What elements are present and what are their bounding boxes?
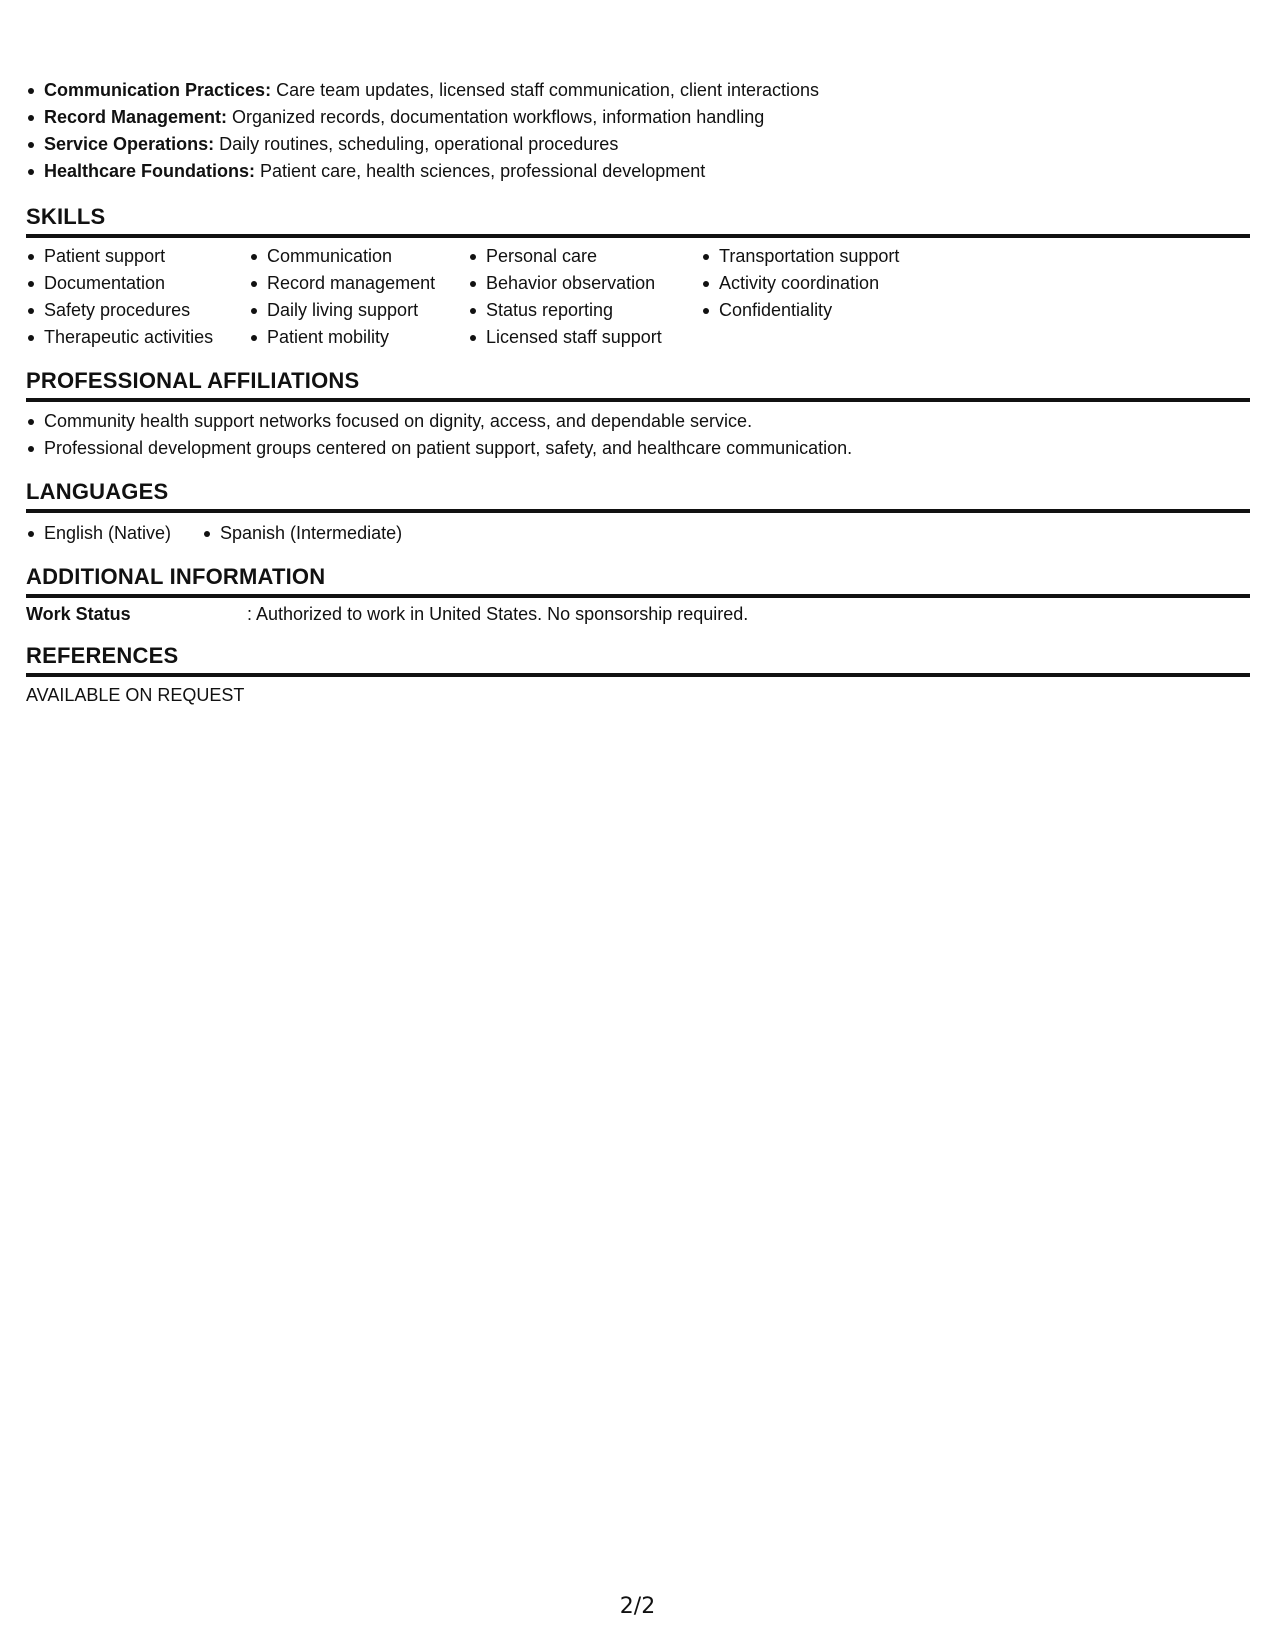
affiliations-heading: PROFESSIONAL AFFILIATIONS: [26, 368, 1250, 402]
work-status-row: [26, 601, 748, 628]
skill-item: Personal care: [468, 243, 701, 270]
skill-item: Transportation support: [701, 243, 961, 270]
languages-heading: LANGUAGES: [26, 479, 1250, 513]
skills-column: [468, 243, 701, 351]
skill-item: Patient mobility: [249, 324, 468, 351]
skills-grid: [26, 243, 961, 351]
skill-item: Daily living support: [249, 297, 468, 324]
skills-heading: SKILLS: [26, 204, 1250, 238]
focus-area-label: Service Operations:: [44, 134, 215, 154]
skill-item: Record management: [249, 270, 468, 297]
list-item: Professional development groups centered on patient support, safety, and healthcare communication.: [26, 435, 852, 462]
skill-item: Behavior observation: [468, 270, 701, 297]
skill-item: Status reporting: [468, 297, 701, 324]
focus-area-text: Organized records, documentation workflows, information handling: [227, 107, 765, 127]
list-item: Community health support networks focused on dignity, access, and dependable service.: [26, 408, 852, 435]
focus-area-text: Patient care, health sciences, professional development: [255, 161, 706, 181]
list-item: [26, 158, 819, 185]
skill-item: Licensed staff support: [468, 324, 701, 351]
work-status-value: : Authorized to work in United States. No sponsorship required.: [247, 604, 749, 624]
work-status-label: Work Status: [26, 604, 131, 624]
skills-column: [701, 243, 961, 351]
skill-item: Therapeutic activities: [26, 324, 249, 351]
focus-area-text: Care team updates, licensed staff communication, client interactions: [271, 80, 820, 100]
skill-item: Confidentiality: [701, 297, 961, 324]
skill-item: Activity coordination: [701, 270, 961, 297]
list-item: [26, 104, 819, 131]
skill-item: Documentation: [26, 270, 249, 297]
affiliations-list: [26, 408, 852, 462]
focus-areas-list: [26, 77, 819, 185]
references-heading: REFERENCES: [26, 643, 1250, 677]
skill-item: Patient support: [26, 243, 249, 270]
skill-item: Safety procedures: [26, 297, 249, 324]
focus-area-label: Communication Practices:: [44, 80, 272, 100]
additional-info-heading: ADDITIONAL INFORMATION: [26, 564, 1250, 598]
list-item: [26, 131, 819, 158]
language-item: English (Native): [26, 520, 202, 547]
references-text: AVAILABLE ON REQUEST: [26, 685, 245, 705]
language-item: Spanish (Intermediate): [202, 520, 402, 547]
languages-list: [26, 520, 402, 547]
focus-area-label: Healthcare Foundations:: [44, 161, 256, 181]
list-item: [26, 77, 819, 104]
focus-area-label: Record Management:: [44, 107, 228, 127]
skills-column: [26, 243, 249, 351]
focus-area-text: Daily routines, scheduling, operational procedures: [214, 134, 619, 154]
page-number: 2/2: [619, 1594, 656, 1619]
skill-item: Communication: [249, 243, 468, 270]
skills-column: [249, 243, 468, 351]
